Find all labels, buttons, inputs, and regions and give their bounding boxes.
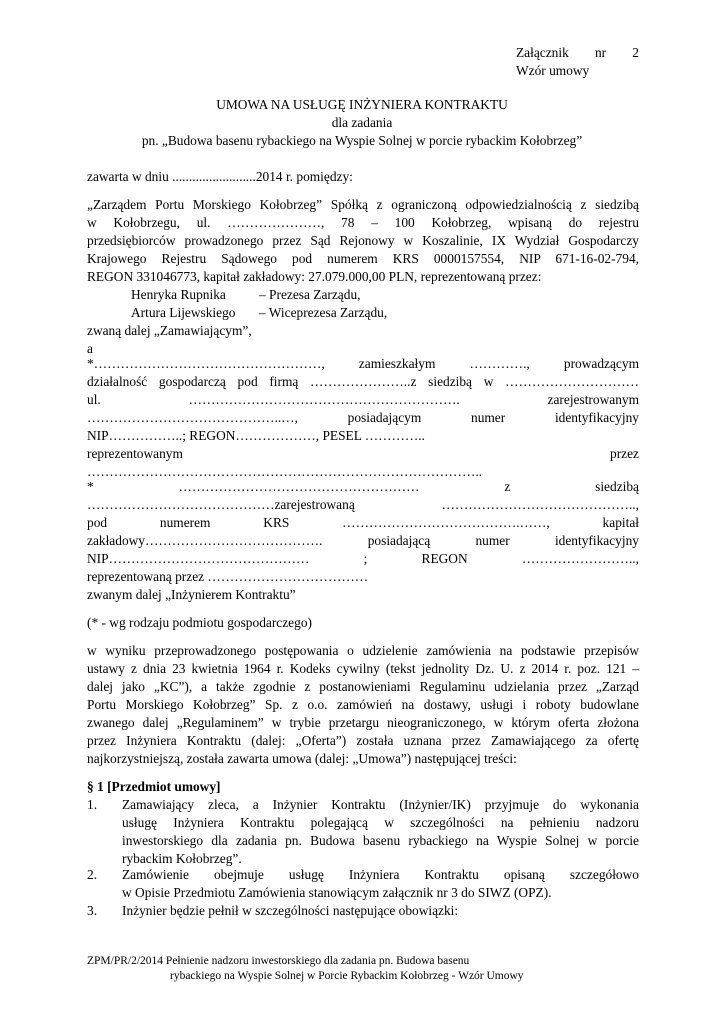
party2-line: pod numerem KRS ………………………………….……, kapitał: [87, 515, 639, 530]
party2-called: zwanym dalej „Inżynierem Kontraktu”: [87, 587, 296, 602]
party2-line: zakładowy…………………………………. posiadającą numer identyfikacyjny: [87, 533, 639, 548]
contract-title: UMOWA NA USŁUGĘ INŻYNIERA KONTRAKTU: [216, 97, 508, 112]
item-number: 3.: [87, 903, 98, 918]
item-line: Zamówienie obejmuje usługę Inżyniera Kontraktu opisaną szczegółowo: [122, 867, 639, 882]
procurement-line: dalej jako „KC”), a także zgodnie z postanowieniami Regulaminu udzielania przez „Zarząd: [87, 679, 639, 694]
item-line: rybackim Kołobrzeg”.: [122, 851, 242, 866]
party2-line: ……………………………………..…, posiadającym numer identyfikacyjny: [87, 410, 639, 425]
item-line: inwestorskiego dla zadania pn. Budowa basenu rybackiego na Wyspie Solnej w porcie: [122, 833, 639, 848]
party1-line: w Kołobrzegu, ul. …………………, 78 – 100 Kołobrzeg, wpisaną do rejestru: [87, 215, 639, 230]
concluded-date-line: zawarta w dniu .........................2014 r. pomiędzy:: [87, 169, 353, 184]
item-line: usługę Inżyniera Kontraktu polegającą w szczególności na pełnieniu nadzoru: [122, 815, 639, 830]
representative-role: – Prezesa Zarządu,: [259, 287, 361, 302]
party1-line: przedsiębiorców prowadzonego przez Sąd Rejonowy w Koszalinie, IX Wydział Gospodarczy: [87, 233, 639, 248]
contract-subtitle: dla zadania: [331, 115, 393, 130]
procurement-line: przez Inżyniera Kontraktu (dalej: „Oferta”) została uznana przez Zamawiającego za ofertę: [87, 733, 639, 748]
party1-called: zwaną dalej „Zamawiającym”,: [87, 323, 252, 338]
contract-task-name: pn. „Budowa basenu rybackiego na Wyspie Solnej w porcie rybackim Kołobrzeg”: [141, 133, 583, 148]
procurement-line: zwanego dalej „Regulaminem” w trybie przetargu nieograniczonego, w którym oferta złożona: [87, 715, 639, 730]
party2-line: działalność gospodarczą pod firmą …………………..z siedzibą w …………………………: [87, 374, 639, 389]
party2-rep-line: reprezentowanym przez: [87, 446, 639, 461]
procurement-line: najkorzystniejszą, została zawarta umowa (dalej: „Umowa”) następującej treści:: [87, 751, 517, 766]
representative-name: Artura Lijewskiego: [131, 305, 236, 320]
procurement-line: w wyniku przeprowadzonego postępowania o udzielenie zamówienia na podstawie przepisów: [87, 643, 639, 658]
item-number: 1.: [87, 797, 98, 812]
representative-name: Henryka Rupnika: [131, 287, 226, 302]
attachment-label: Załącznik nr 2: [516, 45, 639, 60]
party2-rep2-line: reprezentowaną przez ………………………………: [87, 569, 369, 584]
party2-line: * ……………………………………………… z siedzibą: [87, 479, 639, 494]
footer-line: rybackiego na Wyspie Solnej w Porcie Rybackim Kołobrzeg - Wzór Umowy: [170, 970, 524, 982]
party2-line: ……………………………………zarejestrowaną ……………………………………..,: [87, 497, 639, 512]
representative-role: – Wiceprezesa Zarządu,: [259, 305, 388, 320]
party1-line: REGON 331046773, kapitał zakładowy: 27.079.000,00 PLN, reprezentowaną przez:: [87, 269, 542, 284]
item-number: 2.: [87, 867, 98, 882]
procurement-line: Portu Morskiego Kołobrzeg” Sp. z o.o. zamówień na dostawy, usługi i roboty budowlane: [87, 697, 639, 712]
party2-nip-line: NIP……………..; REGON………………, PESEL …………..: [87, 428, 425, 443]
party2-line: ul. ……………………………………………………. zarejestrowanym: [87, 392, 639, 407]
procurement-line: ustawy z dnia 23 kwietnia 1964 r. Kodeks cywilny (tekst jednolity Dz. U. z 2014 r. poz. 121 –: [87, 661, 639, 676]
footer-line: ZPM/PR/2/2014 Pełnienie nadzoru inwestorskiego dla zadania pn. Budowa basenu: [87, 955, 470, 967]
party2-line: NIP……………………………………… ; REGON ……………………..,: [87, 551, 639, 566]
conjunction-and: a: [87, 341, 93, 356]
item-line: Inżynier będzie pełnił w szczególności następujące obowiązki:: [122, 903, 459, 918]
entity-type-note: (* - wg rodzaju podmiotu gospodarczego): [87, 615, 312, 630]
section-heading: § 1 [Przedmiot umowy]: [87, 779, 221, 794]
party1-line: Krajowego Rejestru Sądowego pod numerem KRS 0000157554, NIP 671-16-02-794,: [87, 251, 639, 266]
template-label: Wzór umowy: [516, 63, 590, 78]
item-line: w Opisie Przedmiotu Zamówienia stanowiącym załącznik nr 3 do SIWZ (OPZ).: [122, 885, 552, 900]
party2-dots-line: ……………………………………………………………………………..: [87, 464, 483, 479]
party2-line: *……………………………………………, zamieszkałym …………., prowadzącym: [87, 356, 639, 371]
item-line: Zamawiający zleca, a Inżynier Kontraktu (Inżynier/IK) przyjmuje do wykonania: [122, 797, 639, 812]
party1-line: „Zarządem Portu Morskiego Kołobrzeg” Spółką z ograniczoną odpowiedzialnością z siedzibą: [87, 197, 639, 212]
